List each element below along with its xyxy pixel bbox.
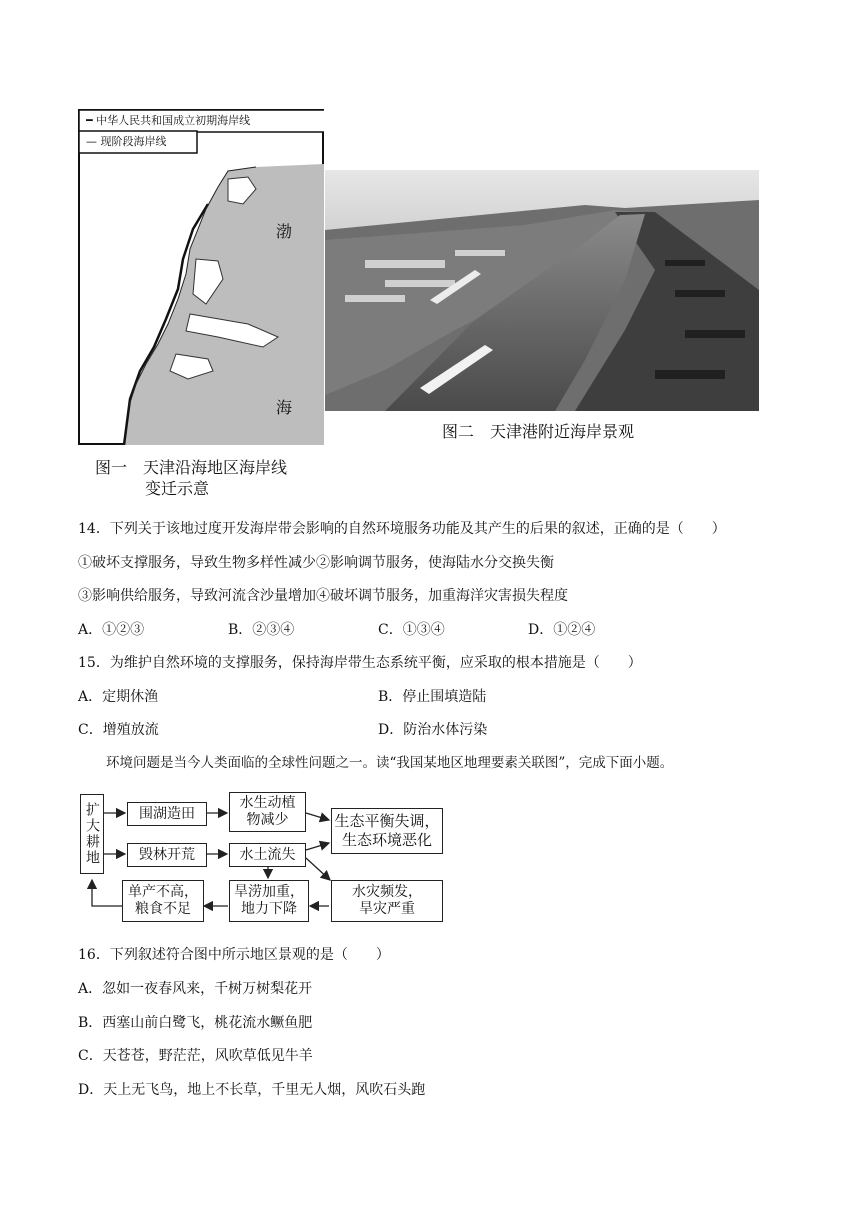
q15-option-b[interactable]: B．停止围填造陆 (378, 689, 487, 705)
aquatic-line1: 水生动植 (239, 795, 296, 811)
q16-option-d[interactable]: D．天上无飞鸟，地上不长草，千里无人烟，风吹石头跑 (78, 1082, 426, 1098)
q14-line2: ①破坏支撑服务，导致生物多样性减少②影响调节服务，使海陆水分交换失衡 (78, 555, 554, 571)
q16-stem: 16．下列叙述符合图中所示地区景观的是（ ） (78, 947, 390, 963)
coastline-map (78, 109, 324, 445)
lowyield-line2: 粮食不足 (135, 901, 191, 917)
figure2-caption: 图二 天津港附近海岸景观 (442, 422, 635, 441)
q14-option-c[interactable]: C．①③④ (378, 622, 445, 638)
q15-option-c[interactable]: C．增殖放流 (78, 722, 159, 738)
q14-option-a[interactable]: A．①②③ (78, 622, 145, 638)
legend-item-old-coastline: ━ 中华人民共和国成立初期海岸线 (86, 114, 251, 127)
q16-option-b[interactable]: B．西塞山前白鹭飞，桃花流水鳜鱼肥 (78, 1015, 313, 1031)
q16-option-a[interactable]: A．忽如一夜春风来，千树万树梨花开 (78, 981, 313, 997)
sea-label-bo: 渤 (276, 222, 293, 241)
flow-box-drought-flood (229, 880, 309, 922)
port-photo (325, 170, 759, 411)
flow-diagram (78, 788, 458, 928)
ecology-line2: 生态环境恶化 (341, 831, 432, 849)
flow-box-expand-farmland: 扩大耕地 (80, 794, 104, 874)
flow-box-soil-erosion: 水土流失 (229, 843, 306, 867)
flow-box-reclaim-lake: 围湖造田 (127, 802, 207, 826)
figure1-caption-line2: 变迁示意 (145, 479, 210, 498)
flow-box-deforest: 毁林开荒 (127, 843, 207, 867)
q16-option-c[interactable]: C．天苍苍，野茫茫，风吹草低见牛羊 (78, 1048, 313, 1064)
q14-stem: 14．下列关于该地过度开发海岸带会影响的自然环境服务功能及其产生的后果的叙述，正确的是（ ） (78, 521, 726, 537)
port-photo-graphic (325, 170, 759, 411)
flow-box-aquatic-decline (229, 792, 306, 832)
lowyield-line1: 单产不高， (128, 884, 198, 900)
ecology-line1: 生态平衡失调， (334, 812, 440, 830)
legend-item-current-coastline: — 现阶段海岸线 (86, 135, 167, 148)
flood-line1: 水灾频发， (352, 884, 422, 900)
flow-box-low-yield (122, 880, 204, 922)
flood-line2: 旱灾严重 (359, 901, 415, 917)
sea-label-hai: 海 (276, 398, 293, 417)
passage-intro: 环境问题是当今人类面临的全球性问题之一。读“我国某地区地理要素关联图”，完成下面小题。 (106, 755, 674, 771)
q14-line3: ③影响供给服务，导致河流含沙量增加④破坏调节服务，加重海洋灾害损失程度 (78, 588, 568, 604)
q14-option-b[interactable]: B．②③④ (228, 622, 295, 638)
q15-stem: 15．为维护自然环境的支撑服务，保持海岸带生态系统平衡，应采取的根本措施是（ ） (78, 655, 642, 671)
figure1-caption-line1: 图一 天津沿海地区海岸线 (95, 458, 288, 477)
drought-line2: 地力下降 (241, 901, 297, 917)
flow-box-ecology-imbalance (331, 808, 443, 854)
aquatic-line2: 物减少 (246, 812, 289, 828)
q15-option-a[interactable]: A．定期休渔 (78, 689, 159, 705)
flow-box-flood-disaster (331, 880, 443, 922)
coastline-map-graphic (78, 109, 324, 445)
q14-option-d[interactable]: D．①②④ (528, 622, 596, 638)
q15-option-d[interactable]: D．防治水体污染 (378, 722, 488, 738)
drought-line1: 旱涝加重， (234, 884, 304, 900)
